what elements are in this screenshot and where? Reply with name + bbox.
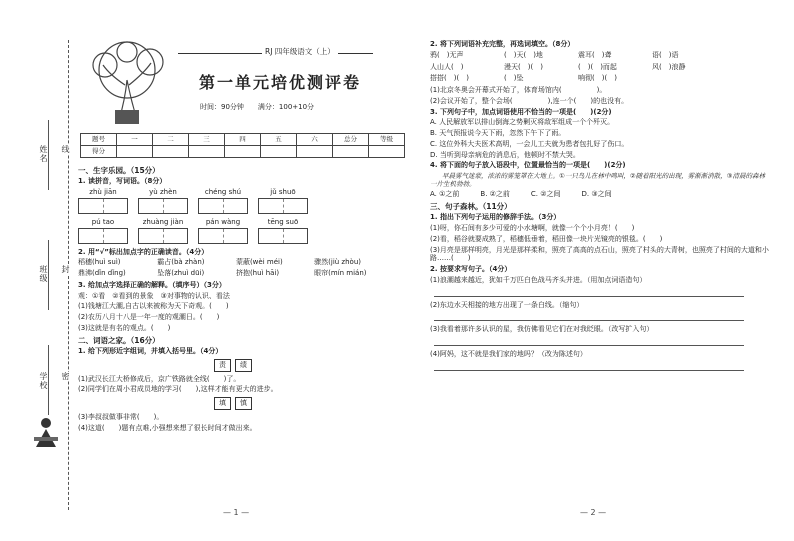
char-box: 填 — [214, 397, 231, 410]
vocab-item[interactable]: 鸦( )无声 — [430, 50, 464, 59]
writing-box[interactable] — [138, 198, 188, 214]
answer-line[interactable] — [434, 361, 744, 371]
pinyin: zhuàng jiàn — [142, 217, 184, 226]
question: 1. 指出下列句子运用的修辞手法。（3分） — [430, 213, 561, 222]
choice-options[interactable]: A. ①之前 B. ②之前 C. ②之间 D. ③之间 — [430, 190, 612, 199]
question: 2. 用“√”标出加点字的正确读音。（4分） — [78, 247, 209, 256]
choice-d[interactable]: D. 当听到母亲病危的消息后，他顿时不禁大哭。 — [430, 150, 580, 159]
answer-line[interactable] — [434, 311, 744, 321]
pinyin: zhù jiān — [89, 188, 117, 197]
score-table-row — [81, 146, 405, 158]
writing-box[interactable] — [198, 198, 248, 214]
vocab-item[interactable]: ( )( )而起 — [578, 62, 617, 71]
writing-box[interactable] — [258, 228, 308, 244]
choice-b[interactable]: B. 天气预报说今天下雨，忽然下午下了雨。 — [430, 129, 566, 137]
vocab-item[interactable]: ( )坠 — [504, 74, 524, 83]
sub-question: (1)浪潮越来越近，犹如千万匹白色战马齐头并进。（用加点词语造句） — [430, 275, 647, 284]
sub-question: (3)李叔叔做事非常( )。 — [78, 412, 164, 421]
binding-line — [68, 40, 69, 510]
score-table — [80, 133, 405, 158]
sub-question: (3)这就是有名的观点。( ) — [78, 323, 171, 332]
score-cell[interactable] — [333, 146, 369, 158]
vocab-row — [430, 63, 770, 72]
vocab-item[interactable]: 响彻( )( ) — [578, 74, 617, 83]
section-heading: 三、句子森林。（11分） — [430, 202, 512, 211]
sub-question: (1)北京冬奥会开幕式开始了，体育场馆内( )。 — [430, 86, 607, 94]
reading-figure-icon — [28, 415, 64, 454]
sub-question: (2)同学们在周小君成员地的学习( ),这样才能有更大的进步。 — [78, 385, 278, 394]
page-number: — 1 — — [223, 508, 250, 517]
sub-question: (2)东边水天相接的地方出现了一条白线。（缩句） — [430, 300, 584, 309]
writing-box[interactable] — [78, 198, 128, 214]
reading-option[interactable]: 眼帘(mín mián) — [314, 269, 367, 278]
question: 1. 给下列形近字组词，并填入括号里。（4分） — [78, 347, 223, 355]
vocab-item[interactable]: 震耳( )聋 — [578, 50, 612, 59]
pinyin: tēng suō — [267, 217, 299, 226]
sub-question: (2)农历八月十八是一年一度的观潮日。( ) — [78, 313, 220, 322]
reading-option[interactable]: 鼎沸(dǐn dǐng) — [78, 269, 126, 278]
pinyin: pú tao — [91, 217, 115, 226]
table-header: 题号 — [81, 134, 117, 146]
char-box: 慎 — [235, 397, 252, 410]
sub-question: (2)会议开始了，整个会场( ),连一个( )的也没有。 — [430, 96, 629, 105]
reading-option[interactable]: 霸占(bà zhàn) — [157, 258, 205, 267]
pinyin: yù zhèn — [149, 188, 177, 197]
char-box: 责 — [214, 359, 231, 372]
page-number: — 2 — — [580, 508, 607, 517]
answer-line[interactable] — [434, 336, 744, 346]
writing-box[interactable] — [138, 228, 188, 244]
sub-question: (3)月亮是那样明亮，月光是那样柔和，照亮了高高的点石山，照亮了村头的大青树，也照亮了村间的大道和小路……( ) — [430, 245, 769, 263]
sub-question: (1)武汉长江大桥修成后，京广铁路就全线( )了。 — [78, 374, 241, 383]
pinyin: chéng shú — [204, 188, 242, 197]
vocab-item[interactable]: 搭搭( )( ) — [430, 74, 469, 83]
score-cell[interactable] — [297, 146, 333, 158]
reading-options — [78, 258, 388, 278]
tree-illustration — [75, 40, 180, 128]
vocab-item[interactable]: 语( )语 — [652, 50, 679, 59]
vocab-item[interactable]: 人山人( ) — [430, 62, 464, 71]
sub-question: (1)呀，你石间有多少可爱的小水塘啊，就像一个个小月亮！( ) — [430, 224, 635, 233]
score-cell[interactable] — [261, 146, 297, 158]
pinyin-row — [78, 218, 388, 227]
choice-a[interactable]: A. 人民解放军以排山倒海之势剿灭将敌军组成一个个歼灭。 — [430, 118, 615, 127]
passage: 早晨雾气迷蒙，浓浓的雾笼罩在大地上。①一只鸟儿在林中鸣叫，②随着阳光的出现，雾渐渐消散，③清晨的森林一片生机勃勃。 — [430, 172, 765, 189]
vocab-item[interactable]: ( )天( )地 — [504, 50, 543, 59]
reading-option[interactable]: 稻穗(huì suì) — [78, 258, 121, 267]
score-cell[interactable] — [153, 146, 189, 158]
question: 3. 下列句子中，加点词语使用不恰当的一项是( )(2分) — [430, 107, 612, 116]
question: 4. 将下面的句子放入语段中，位置最恰当的一项是( )(2分) — [430, 161, 626, 170]
dense-label: 密 — [61, 372, 70, 381]
table-header: 二 — [153, 134, 189, 146]
grade-badge: RJ 四年级语文（上） — [262, 47, 338, 56]
right-column — [430, 40, 770, 375]
field-line-class — [48, 240, 49, 310]
score-cell[interactable] — [189, 146, 225, 158]
line-label: 线 — [61, 145, 70, 154]
field-line-school — [48, 345, 49, 415]
section-heading: 一、生字乐园。（15分） — [78, 166, 160, 175]
reading-option[interactable]: 骤然(jiù zhòu) — [314, 258, 361, 267]
writing-boxes — [78, 198, 388, 214]
sub-question: (4)这道( )题有点难,小强想来想了很长时间才做出来。 — [78, 423, 257, 432]
reading-option[interactable]: 坠落(zhuì dūi) — [157, 269, 205, 278]
class-label: 班级 — [39, 265, 48, 283]
table-header: 六 — [297, 134, 333, 146]
table-header: 总分 — [333, 134, 369, 146]
table-header: 一 — [117, 134, 153, 146]
reading-option[interactable]: 蒙蔽(wèi méi) — [235, 258, 283, 267]
school-label: 学校 — [39, 372, 48, 390]
vocab-row — [430, 74, 770, 83]
section-heading: 二、词语之家。（16分） — [78, 335, 160, 345]
table-header: 五 — [261, 134, 297, 146]
score-cell[interactable] — [117, 146, 153, 158]
question: 2. 按要求写句子。（4分） — [430, 265, 512, 274]
question: 3. 给加点字选择正确的解释。（填序号）（3分） — [78, 280, 226, 289]
score-cell[interactable] — [369, 146, 405, 158]
score-table-header-row — [81, 134, 405, 146]
sub-question: (1)钱塘江大潮,自古以来被称为天下奇观。( ) — [78, 302, 229, 311]
name-label: 姓名 — [39, 145, 48, 163]
char-box: 绩 — [235, 359, 252, 372]
question: 1. 读拼音，写词语。（8分） — [78, 177, 167, 186]
table-header: 三 — [189, 134, 225, 146]
pinyin: jǔ shuō — [270, 188, 296, 197]
vocab-row — [430, 51, 770, 60]
pinyin: pán wàng — [205, 217, 241, 226]
choice-c[interactable]: C. 这位外科大夫医术高明，一会儿工夫就为患者包扎好了伤口。 — [430, 139, 629, 148]
score-cell[interactable] — [225, 146, 261, 158]
sub-question: (4)阿妈，这不就是我们家的地吗？（改为陈述句） — [430, 350, 587, 359]
table-header: 等级 — [369, 134, 405, 146]
table-cell: 得分 — [81, 146, 117, 158]
definition-options: 观：①看 ②看到的景象 ③对事物的认识、看法 — [78, 291, 230, 300]
char-pair — [78, 397, 388, 410]
reading-option[interactable]: 挤抱(huì hāi) — [235, 269, 280, 278]
sub-question: (2)看，稻谷就要成熟了，稻穗低垂着，稻田像一块片光镜亮的银毯。( ) — [430, 234, 663, 243]
writing-box[interactable] — [258, 198, 308, 214]
field-line-name — [48, 120, 49, 190]
exam-meta: 时间：90分钟 满分：100+10分 — [200, 103, 315, 111]
sub-question: (3)我看着那许多认识的星，我仿佛看见它们在对我眨眼。（改写扩入句） — [430, 325, 654, 334]
question: 2. 将下列词语补充完整，再选词填空。（8分） — [430, 40, 575, 48]
char-pair — [78, 359, 388, 372]
vocab-item[interactable]: 漫天( )( ) — [504, 62, 543, 71]
writing-box[interactable] — [198, 228, 248, 244]
writing-box[interactable] — [78, 228, 128, 244]
page-title: 第一单元培优测评卷 — [198, 73, 361, 92]
seal-label: 封 — [61, 265, 70, 274]
table-header: 四 — [225, 134, 261, 146]
writing-boxes — [78, 228, 388, 244]
answer-line[interactable] — [434, 287, 744, 297]
pinyin-row — [78, 188, 388, 197]
vocab-item[interactable]: 风( )浪静 — [652, 62, 686, 71]
left-column — [78, 163, 388, 434]
